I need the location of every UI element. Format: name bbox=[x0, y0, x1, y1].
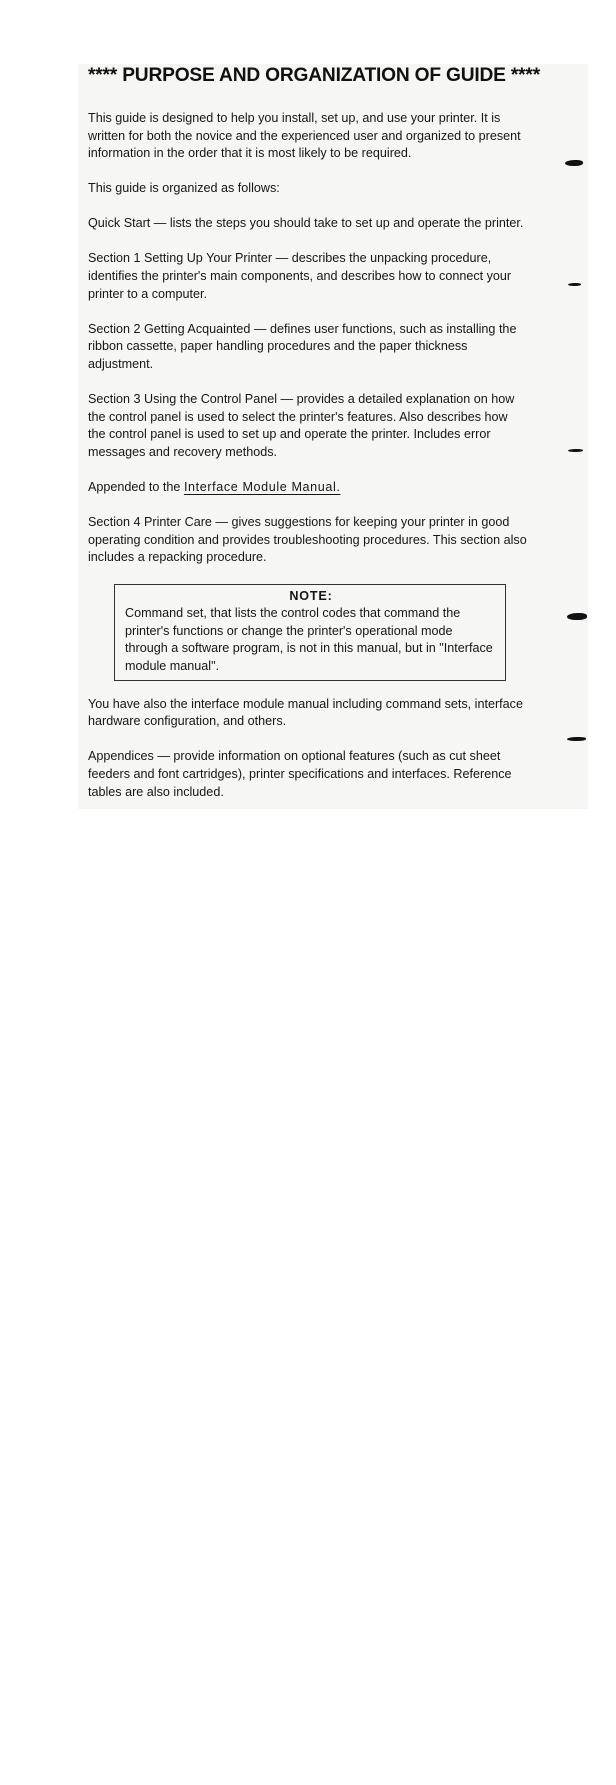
section-1-paragraph: Section 1 Setting Up Your Printer — describes the unpacking procedure, identifies the printer's main components, and describes how to connect your printer to a computer. bbox=[88, 251, 512, 301]
guide-page bbox=[88, 62, 540, 819]
note-box bbox=[114, 584, 506, 680]
binder-hole-mark bbox=[567, 613, 587, 620]
organized-as-paragraph: This guide is organized as follows: bbox=[88, 181, 280, 196]
appendices-paragraph: Appendices — provide information on optional features (such as cut sheet feeders and font cartridges), printer specifications and interfaces. Reference tables are also included. bbox=[88, 749, 512, 799]
binder-hole-mark bbox=[567, 737, 586, 741]
interface-manual-paragraph: You have also the interface module manual including command sets, interface hardware configuration, and others. bbox=[88, 696, 523, 729]
section-3-paragraph: Section 3 Using the Control Panel — provides a detailed explanation on how the control panel is used to select the printer's features. Also describes how the control panel is used to set up and operate the printer. Includes error messages and recovery methods. bbox=[88, 392, 515, 459]
appended-prefix: Appended to the bbox=[88, 479, 184, 494]
note-title: NOTE: bbox=[289, 589, 333, 604]
appended-paragraph bbox=[88, 479, 528, 497]
binder-hole-mark bbox=[568, 283, 581, 286]
quick-start-paragraph: Quick Start — lists the steps you should take to set up and operate the printer. bbox=[88, 216, 524, 231]
interface-module-manual-link[interactable]: Interface Module Manual. bbox=[183, 479, 341, 494]
section-4-paragraph: Section 4 Printer Care — gives suggestions for keeping your printer in good operating condition and provides troubleshooting procedures. This section also includes a repacking procedure. bbox=[88, 515, 527, 565]
page-title: **** PURPOSE AND ORGANIZATION OF GUIDE **** bbox=[88, 65, 540, 86]
binder-hole-mark bbox=[565, 160, 583, 166]
intro-paragraph: This guide is designed to help you install, set up, and use your printer. It is written for both the novice and the experienced user and organized to present information in the order that it is most likely to be required. bbox=[88, 111, 521, 161]
section-2-paragraph: Section 2 Getting Acquainted — defines user functions, such as installing the ribbon cassette, paper handling procedures and the paper thickness adjustment. bbox=[88, 321, 517, 371]
note-text: Command set, that lists the control codes that command the printer's functions or change the printer's operational mode through a software program, is not in this manual, but in "Interface module manual". bbox=[125, 606, 493, 674]
binder-hole-mark bbox=[568, 449, 583, 452]
